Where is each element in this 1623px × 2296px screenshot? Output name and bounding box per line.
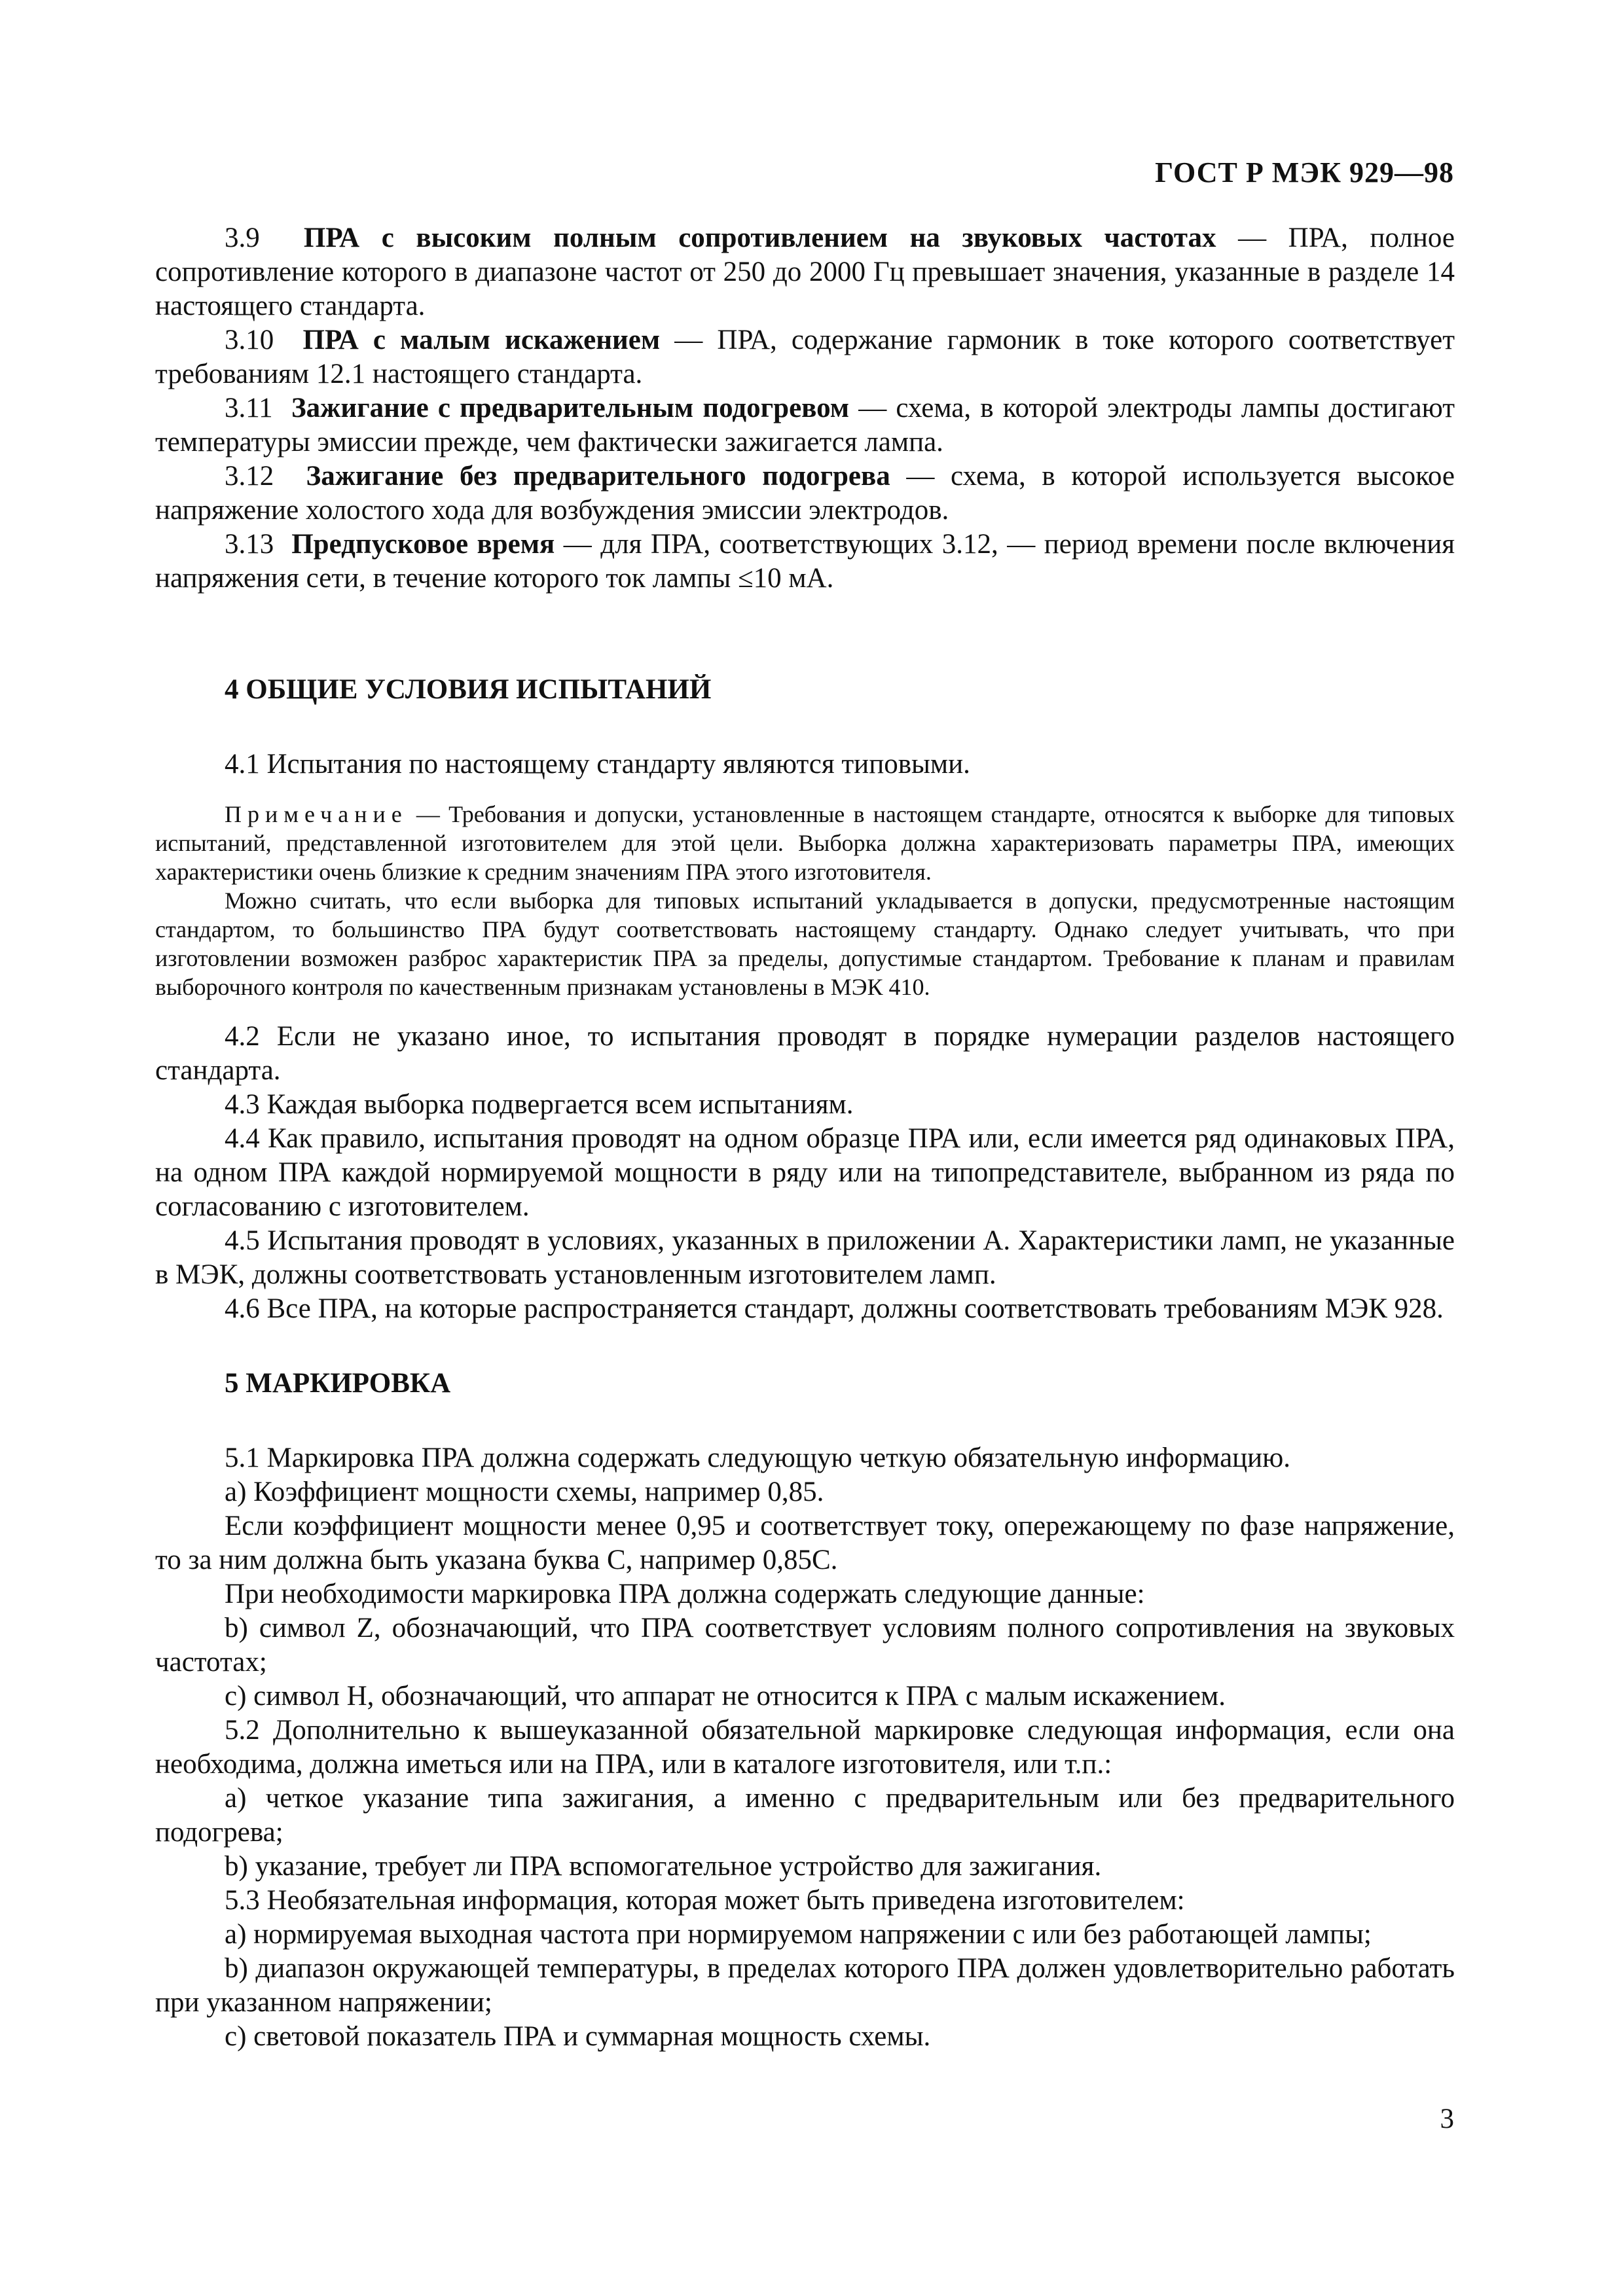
paragraph-5-1: 5.1 Маркировка ПРА должна содержать следующую четкую обязательную информацию.: [225, 1443, 1291, 1473]
list-item: b) диапазон окружающей температуры, в пределах которого ПРА должен удовлетворительно работать при указанном напряжении;: [155, 1953, 1455, 2018]
list-item: а) четкое указание типа зажигания, а именно с предварительным или без предварительного подогрева;: [155, 1783, 1455, 1848]
section-5-title: 5 МАРКИРОВКА: [225, 1368, 451, 1399]
definition-3-13: 3.13 Предпусковое время — для ПРА, соответствующих 3.12, — период времени после включения напряжения сети, в течение которого ток лампы ≤10 мА.: [155, 529, 1455, 594]
paragraph-4-5: 4.5 Испытания проводят в условиях, указанных в приложении А. Характеристики ламп, не указанные в МЭК, должны соответствовать установленным изготовителем ламп.: [155, 1225, 1455, 1290]
list-item: b) символ Z, обозначающий, что ПРА соответствует условиям полного сопротивления на звуковых частотах;: [155, 1613, 1455, 1677]
term: ПРА с высоким полным сопротивлением на звуковых частотах: [303, 223, 1216, 253]
note-label: Примечание: [225, 801, 408, 827]
definition-3-10: 3.10 ПРА с малым искажением — ПРА, содержание гармоник в токе которого соответствует требованиям 12.1 настоящего стандарта.: [155, 325, 1455, 389]
definition-3-11: 3.11 Зажигание с предварительным подогревом — схема, в которой электроды лампы достигают температуры эмиссии прежде, чем фактически зажигается лампа.: [155, 393, 1455, 457]
paragraph-4-6: 4.6 Все ПРА, на которые распространяется стандарт, должны соответствовать требованиям МЭК 928.: [225, 1293, 1444, 1324]
list-item: с) световой показатель ПРА и суммарная мощность схемы.: [225, 2021, 931, 2052]
document-code: ГОСТ Р МЭК 929—98: [1155, 156, 1454, 188]
section-4-title: 4 ОБЩИЕ УСЛОВИЯ ИСПЫТАНИЙ: [225, 674, 712, 705]
paragraph-5-3: 5.3 Необязательная информация, которая может быть приведена изготовителем:: [225, 1885, 1185, 1916]
paragraph-4-2: 4.2 Если не указано иное, то испытания проводят в порядке нумерации разделов настоящего стандарта.: [155, 1021, 1455, 1086]
paragraph-4-1: 4.1 Испытания по настоящему стандарту являются типовыми.: [225, 749, 970, 780]
term: Зажигание с предварительным подогревом: [291, 393, 850, 423]
paragraph-4-3: 4.3 Каждая выборка подвергается всем испытаниям.: [225, 1089, 854, 1120]
list-item: b) указание, требует ли ПРА вспомогательное устройство для зажигания.: [225, 1851, 1102, 1882]
list-item: с) символ Н, обозначающий, что аппарат не относится к ПРА с малым искажением.: [225, 1681, 1226, 1712]
definition-3-12: 3.12 Зажигание без предварительного подогрева — схема, в которой используется высокое напряжение холостого хода для возбуждения эмиссии электродов.: [155, 461, 1455, 526]
paragraph-5-2: 5.2 Дополнительно к вышеуказанной обязательной маркировке следующая информация, если она необходима, должна иметься или на ПРА, или в каталоге изготовителя, или т.п.:: [155, 1715, 1455, 1780]
note-continuation: Можно считать, что если выборка для типовых испытаний укладывается в допуски, предусмотренные настоящим стандартом, то большинство ПРА будут соответствовать настоящему стандарту. Однако следует учитывать, что при изготовлении возможен разброс характеристик ПРА за пределы, допустимые стандартом. Требование к планам и правилам выборочного контроля по качественным признакам установлены в МЭК 410.: [155, 888, 1455, 1000]
list-item: а) Коэффициент мощности схемы, например 0,85.: [225, 1477, 824, 1507]
page-content: [155, 221, 1455, 2054]
definition-3-9: 3.9 ПРА с высоким полным сопротивлением на звуковых частотах — ПРА, полное сопротивление которого в диапазоне частот от 250 до 2000 Гц превышает значения, указанные в разделе 14 настоящего стандарта.: [155, 223, 1455, 321]
term: Предпусковое время: [291, 529, 555, 560]
note: Примечание — Требования и допуски, установленные в настоящем стандарте, относятся к выборке для типовых испытаний, представленной изготовителем для этой цели. Выборка должна характеризовать параметры ПРА, имеющих характеристики очень близкие к средним значениям ПРА этого изготовителя.: [155, 801, 1455, 885]
paragraph: Если коэффициент мощности менее 0,95 и соответствует току, опережающему по фазе напряжение, то за ним должна быть указана буква С, например 0,85С.: [155, 1511, 1455, 1575]
paragraph: При необходимости маркировка ПРА должна содержать следующие данные:: [225, 1579, 1145, 1609]
list-item: а) нормируемая выходная частота при нормируемом напряжении с или без работающей лампы;: [225, 1919, 1372, 1950]
page-number: 3: [1440, 2104, 1454, 2134]
term: ПРА с малым искажением: [302, 325, 661, 355]
term: Зажигание без предварительного подогрева: [306, 461, 890, 492]
paragraph-4-4: 4.4 Как правило, испытания проводят на одном образце ПРА или, если имеется ряд одинаковых ПРА, на одном ПРА каждой нормируемой мощности в ряду или на типопредставителе, выбранном из ряда по согласованию с изготовителем.: [155, 1123, 1455, 1222]
